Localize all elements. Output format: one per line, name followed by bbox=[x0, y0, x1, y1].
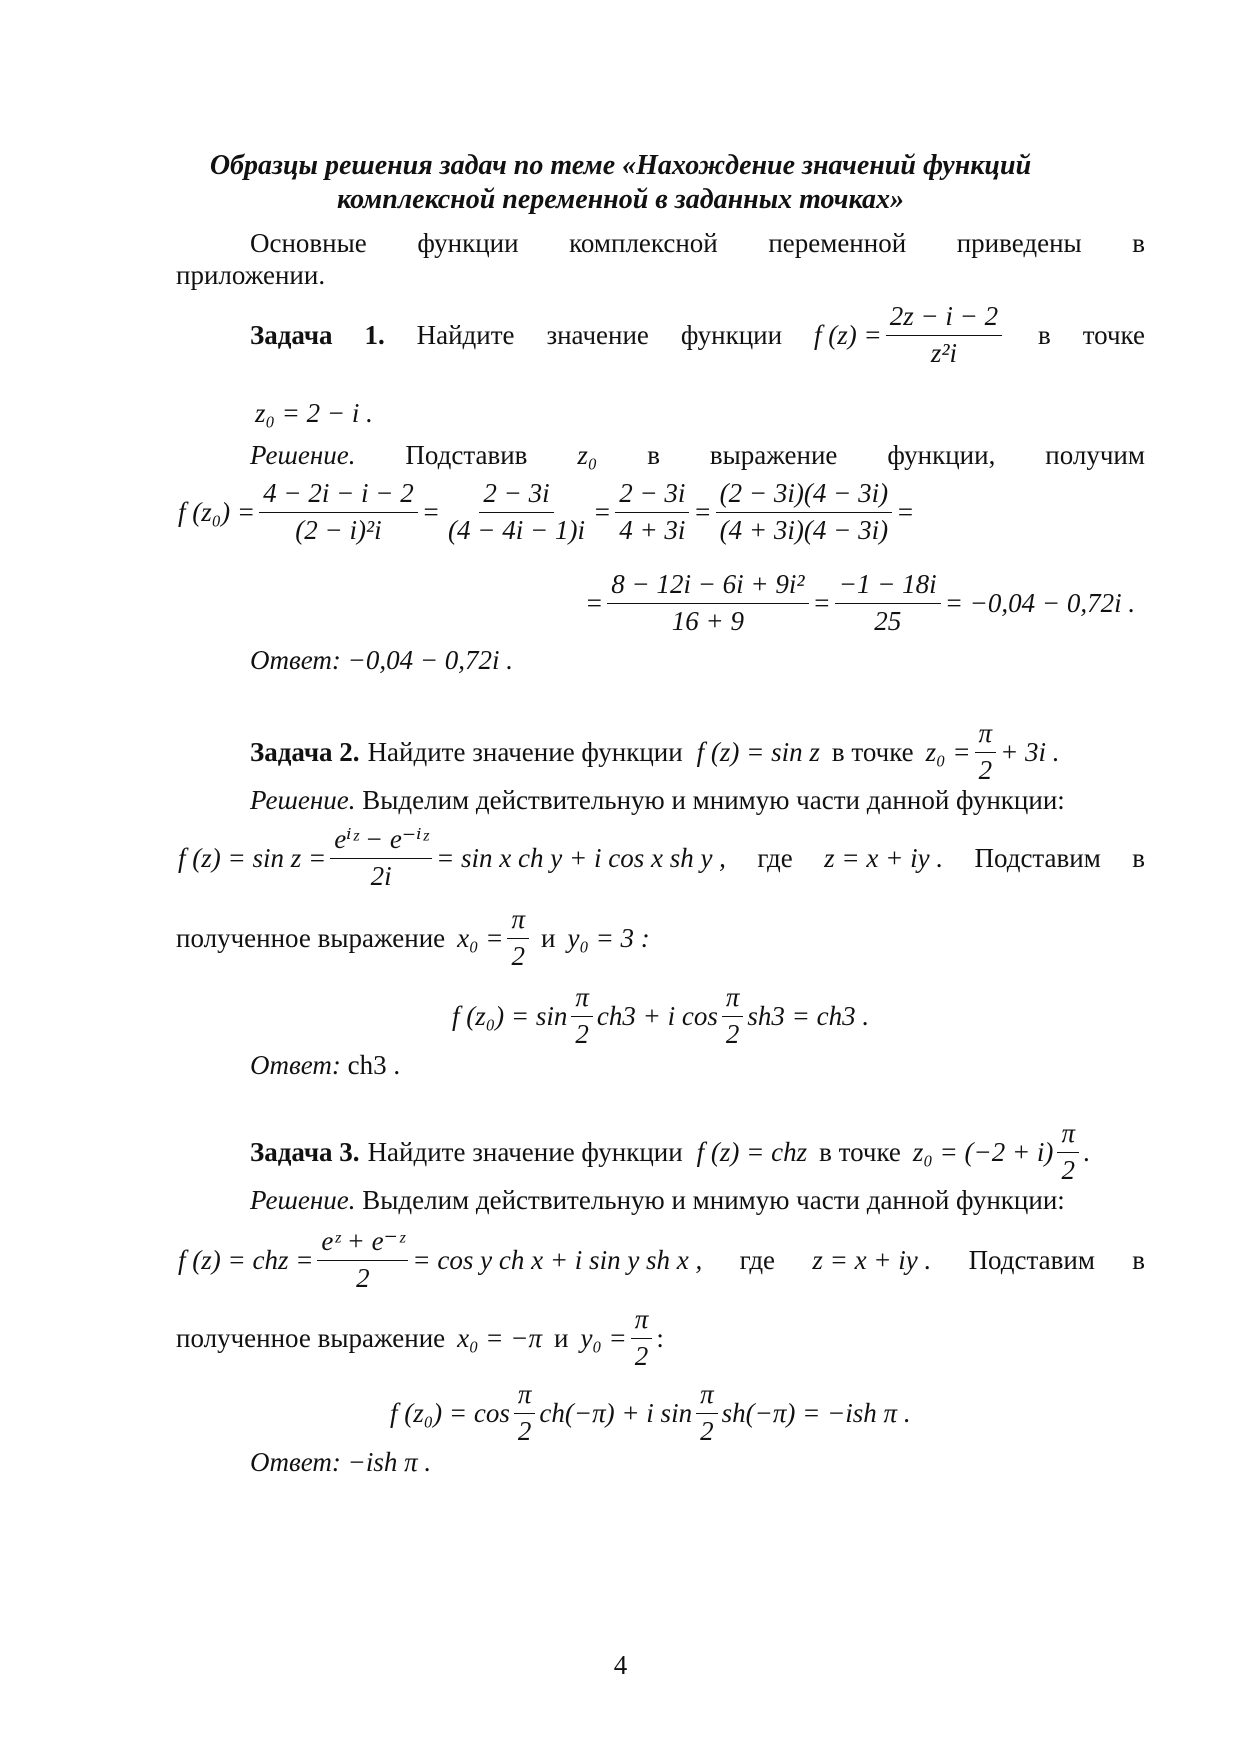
task2-substitute: Подставим bbox=[974, 842, 1101, 873]
intro-word: Основные bbox=[250, 228, 367, 258]
task1-answer-value: −0,04 − 0,72i . bbox=[347, 645, 514, 675]
task1-eq2-frac bbox=[607, 570, 808, 636]
task1-word: Найдите bbox=[416, 319, 515, 350]
task3-eq-expression bbox=[178, 1227, 702, 1293]
task1-word: точке bbox=[1082, 319, 1145, 350]
task2-z0-lhs: z₀ = bbox=[925, 736, 971, 767]
task1-solution-word: выражение bbox=[709, 440, 838, 470]
frac-den: 2 bbox=[978, 754, 993, 785]
task3-final-mid2: sh(−π) = −ish π . bbox=[721, 1397, 911, 1428]
task1-solution-word: z₀ bbox=[577, 440, 598, 470]
frac-den: 2 bbox=[1061, 1154, 1075, 1185]
frac-num: 8 − 12i − 6i + 9i² bbox=[607, 570, 808, 604]
task2-statement bbox=[250, 715, 1060, 789]
task2-eq-fraction bbox=[330, 825, 432, 891]
task1-solution-line bbox=[250, 440, 1145, 471]
task2-eq-rhs: = sin x ch y + i cos x sh y , bbox=[436, 842, 726, 873]
frac-den: (4 + 3i)(4 − 3i) bbox=[719, 514, 889, 545]
task1-equation-1: f (z₀) = $\frac{4 - 2i - i - 2}{\text{(2 − i)²i}}$ = $\frac{2 - 3i}{(4 - 4i - 1)i}$ = $\frac{2 - 3i}{4 + 3i}$ = $\frac{(2 - 3i)(4 - 3i)}{(4 + 3i)(4 - 3i)}$ = bbox=[178, 477, 915, 545]
task1-word: функции bbox=[680, 319, 783, 350]
page-number: 4 bbox=[613, 1650, 628, 1680]
task2-final-fraction bbox=[722, 983, 744, 1049]
intro-word: функции bbox=[417, 228, 519, 258]
frac-den: 2 bbox=[517, 1415, 532, 1446]
task2-final-equation bbox=[452, 978, 869, 1054]
task2-solution-label: Решение. bbox=[250, 785, 356, 815]
task3-x0: x₀ = −π bbox=[457, 1322, 542, 1353]
task1-label: Задача bbox=[250, 319, 333, 350]
frac-num: π bbox=[514, 1380, 536, 1414]
task1-func-den: z²i bbox=[930, 337, 957, 368]
task2-text: Найдите значение функции bbox=[367, 736, 683, 767]
task3-substitute: Подставим bbox=[968, 1244, 1095, 1275]
task2-in-word: в bbox=[1132, 842, 1145, 873]
task1-func-lhs: f (z) = bbox=[813, 319, 882, 350]
task1-answer-label: Ответ: bbox=[250, 645, 341, 675]
task3-solution-label: Решение. bbox=[250, 1185, 356, 1215]
frac-num: π bbox=[571, 983, 593, 1017]
task3-solution-text: Выделим действительную и мнимую части данной функции: bbox=[362, 1185, 1065, 1215]
task1-statement bbox=[250, 300, 1145, 370]
frac-num: (2 − 3i)(4 − 3i) bbox=[716, 479, 892, 513]
intro-line-2: приложении. bbox=[176, 260, 326, 290]
task3-where-eq: z = x + iy . bbox=[812, 1244, 932, 1275]
task3-final-equation bbox=[390, 1375, 911, 1451]
intro-word: переменной bbox=[768, 228, 907, 258]
task1-func-num: 2z − i − 2 bbox=[886, 302, 1002, 336]
frac-num: 2 − 3i bbox=[615, 479, 689, 513]
task3-y0-fraction bbox=[631, 1305, 653, 1371]
task2-values-line bbox=[176, 900, 650, 976]
task2-equation bbox=[178, 818, 1145, 898]
task3-answer-label: Ответ: bbox=[250, 1447, 341, 1477]
task1-eq1-lhs: f (z₀) = bbox=[178, 496, 256, 527]
task1-equation-2: = $\frac{\text{8 − 12i − 6i + 9i²}}{16 + 9}$ = $\frac{-1 - 18i}{25}$ = −0,04 − 0,72i . bbox=[585, 568, 1136, 636]
task3-answer bbox=[250, 1447, 431, 1478]
task1-word: значение bbox=[546, 319, 649, 350]
frac-num: π bbox=[507, 905, 529, 939]
task1-eq1-frac bbox=[259, 479, 418, 545]
task1-solution-label: Решение. bbox=[250, 440, 356, 470]
heading-line-1: Образцы решения задач по теме «Нахождение значений функций bbox=[209, 150, 1032, 181]
task1-number: 1. bbox=[364, 319, 385, 350]
frac-den: 2 bbox=[700, 1415, 714, 1446]
task2-eq-expression bbox=[178, 825, 726, 891]
task3-in-point: в точке bbox=[819, 1136, 901, 1167]
frac-den: (2 − i)²i bbox=[295, 514, 382, 545]
task2-and: и bbox=[541, 922, 556, 953]
frac-den: 2 bbox=[356, 1262, 370, 1293]
task3-and: и bbox=[553, 1322, 569, 1353]
task2-x0-lhs: x₀ = bbox=[457, 922, 504, 953]
task2-label: Задача 2. bbox=[250, 736, 360, 767]
task1-solution-word: в bbox=[647, 440, 660, 470]
task2-answer bbox=[250, 1050, 400, 1081]
task3-statement bbox=[250, 1115, 1090, 1189]
task2-func: f (z) = sin z bbox=[696, 736, 820, 767]
task1-word: в bbox=[1038, 319, 1051, 350]
frac-num: π bbox=[1057, 1119, 1079, 1153]
frac-num: π bbox=[975, 719, 997, 753]
task2-eq-lhs: f (z) = sin z = bbox=[178, 842, 327, 873]
task1-eq2-frac bbox=[835, 570, 941, 636]
task3-y0-end: : bbox=[656, 1322, 664, 1353]
task3-y0-lhs: y₀ = bbox=[580, 1322, 627, 1353]
task3-solution-line bbox=[250, 1185, 1065, 1216]
frac-den: 2 bbox=[511, 940, 525, 971]
task3-final-fraction bbox=[514, 1380, 536, 1446]
frac-den: 2 bbox=[634, 1340, 649, 1371]
frac-den: 4 + 3i bbox=[619, 514, 686, 545]
task3-z0-fraction bbox=[1057, 1119, 1079, 1185]
task1-eq1-frac bbox=[444, 479, 589, 545]
task3-final-mid1: ch(−π) + i sin bbox=[539, 1397, 693, 1428]
intro-word: комплексной bbox=[569, 228, 718, 258]
task2-line-expr: полученное выражение bbox=[176, 922, 446, 953]
task3-z0-end: . bbox=[1082, 1136, 1090, 1167]
intro-word: приведены bbox=[956, 228, 1082, 258]
task3-func: f (z) = chz bbox=[696, 1136, 808, 1167]
task2-final-fraction bbox=[571, 983, 593, 1049]
frac-num: eᶻ + e⁻ᶻ bbox=[317, 1227, 408, 1261]
task1-eq1-frac bbox=[615, 479, 689, 545]
frac-num: −1 − 18i bbox=[835, 570, 941, 604]
task2-final-mid2: sh3 = ch3 . bbox=[747, 1000, 870, 1031]
task1-z0: z₀ = 2 − i . bbox=[255, 398, 373, 428]
frac-den: 16 + 9 bbox=[671, 605, 744, 636]
task3-final-fraction bbox=[696, 1380, 718, 1446]
task3-z0-lhs: z₀ = (−2 + i) bbox=[912, 1136, 1054, 1167]
frac-num: 4 − 2i − i − 2 bbox=[259, 479, 418, 513]
frac-den: 25 bbox=[874, 605, 902, 636]
task2-answer-value: ch3 . bbox=[347, 1050, 401, 1080]
frac-den: 2 bbox=[575, 1018, 589, 1049]
task1-answer bbox=[250, 645, 513, 676]
task2-solution-text: Выделим действительную и мнимую части данной функции: bbox=[362, 785, 1065, 815]
frac-num: eⁱᶻ − e⁻ⁱᶻ bbox=[330, 825, 432, 859]
task2-answer-label: Ответ: bbox=[250, 1050, 341, 1080]
task3-answer-value: −ish π . bbox=[347, 1447, 432, 1477]
intro-word: в bbox=[1132, 228, 1145, 258]
frac-den: 2i bbox=[370, 860, 392, 891]
task3-equation bbox=[178, 1220, 1145, 1300]
frac-num: π bbox=[631, 1305, 653, 1339]
frac-num: 2 − 3i bbox=[479, 479, 553, 513]
task3-eq-rhs: = cos y ch x + i sin y sh x , bbox=[412, 1244, 703, 1275]
task3-in-word: в bbox=[1132, 1244, 1145, 1275]
task3-label: Задача 3. bbox=[250, 1136, 360, 1167]
task3-line-expr: полученное выражение bbox=[176, 1322, 446, 1353]
task1-solution-word: функции, bbox=[887, 440, 996, 470]
task3-eq-fraction bbox=[317, 1227, 408, 1293]
task3-text: Найдите значение функции bbox=[367, 1136, 683, 1167]
task2-where: где bbox=[757, 842, 793, 873]
task1-eq2-result: = −0,04 − 0,72i . bbox=[944, 587, 1136, 618]
task2-final-lhs: f (z₀) = sin bbox=[452, 1000, 568, 1031]
heading-line-2: комплексной переменной в заданных точках» bbox=[337, 184, 904, 215]
task2-z0-rest: + 3i . bbox=[1000, 736, 1060, 767]
task1-func-fraction bbox=[886, 302, 1002, 368]
task2-x0-fraction bbox=[507, 905, 529, 971]
task2-solution-line bbox=[250, 785, 1065, 816]
task3-where: где bbox=[739, 1244, 776, 1275]
task3-values-line bbox=[176, 1300, 664, 1376]
frac-den: (4 − 4i − 1)i bbox=[448, 514, 585, 545]
task3-eq-lhs: f (z) = chz = bbox=[178, 1244, 314, 1275]
task2-z0-fraction bbox=[975, 719, 997, 785]
frac-den: 2 bbox=[725, 1018, 740, 1049]
task3-final-lhs: f (z₀) = cos bbox=[390, 1397, 510, 1428]
task2-final-mid1: ch3 + i cos bbox=[596, 1000, 718, 1031]
task2-where-eq: z = x + iy . bbox=[824, 842, 944, 873]
task1-function bbox=[814, 302, 1006, 368]
task1-eq1-frac bbox=[716, 479, 892, 545]
task2-y0: y₀ = 3 : bbox=[567, 922, 650, 953]
task1-solution-word: Подставив bbox=[405, 440, 528, 470]
frac-num: π bbox=[696, 1380, 718, 1414]
intro-line-1 bbox=[250, 228, 1145, 259]
task2-in-point: в точке bbox=[831, 736, 914, 767]
task1-solution-word: получим bbox=[1045, 440, 1145, 470]
frac-num: π bbox=[722, 983, 744, 1017]
